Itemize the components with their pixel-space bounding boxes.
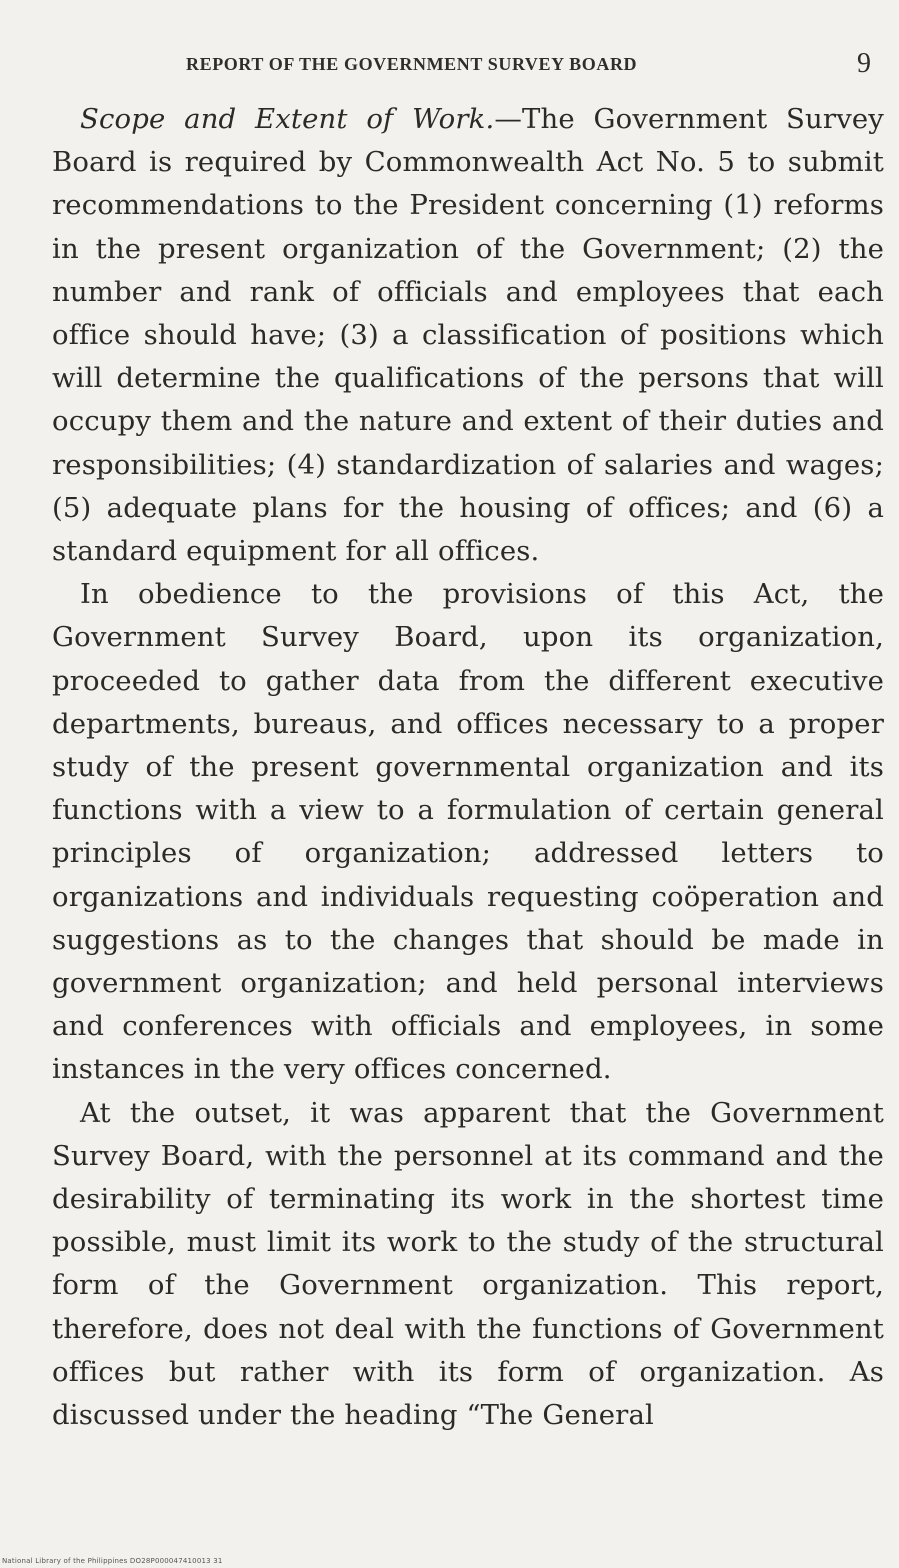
scan-footer-note: National Library of the Philippines DO28P000047410013 31 (2, 1557, 223, 1565)
page-number: 9 (857, 48, 871, 79)
body-text (52, 98, 884, 1437)
paragraph-text: —The Government Survey Board is required by Commonwealth Act No. 5 to submit recommendations to the President concerning (1) reforms in the present organization of the Government; (2) the number and rank of officials and employees that each office should have; (3) a classification of positions which will determine the qualifications of the persons that will occupy them and the nature and extent of their duties and responsibilities; (4) standardization of salaries and wages; (5) adequate plans for the housing of offices; and (6) a standard equipment for all offices. (52, 103, 884, 568)
running-head (0, 50, 899, 86)
paragraph-scope-and-extent (52, 98, 884, 573)
paragraph-lead-in: Scope and Extent of Work. (80, 103, 495, 135)
paragraph-obedience: In obedience to the provisions of this Act, the Government Survey Board, upon its organization, proceeded to gather data from the different executive departments, bureaus, and offices necessary to a proper study of the present governmental organization and its functions with a view to a formulation of certain general principles of organization; addressed letters to organizations and individuals requesting coöperation and suggestions as to the changes that should be made in government organization; and held personal interviews and conferences with officials and employees, in some instances in the very offices concerned. (52, 578, 884, 1086)
running-title: REPORT OF THE GOVERNMENT SURVEY BOARD (186, 54, 638, 74)
paragraph-outset: At the outset, it was apparent that the Government Survey Board, with the personnel at its command and the desirability of terminating its work in the shortest time possible, must limit its work to the study of the structural form of the Government organization. This report, therefore, does not deal with the functions of Government offices but rather with its form of organization. As discussed under the heading “The General (52, 1096, 884, 1432)
